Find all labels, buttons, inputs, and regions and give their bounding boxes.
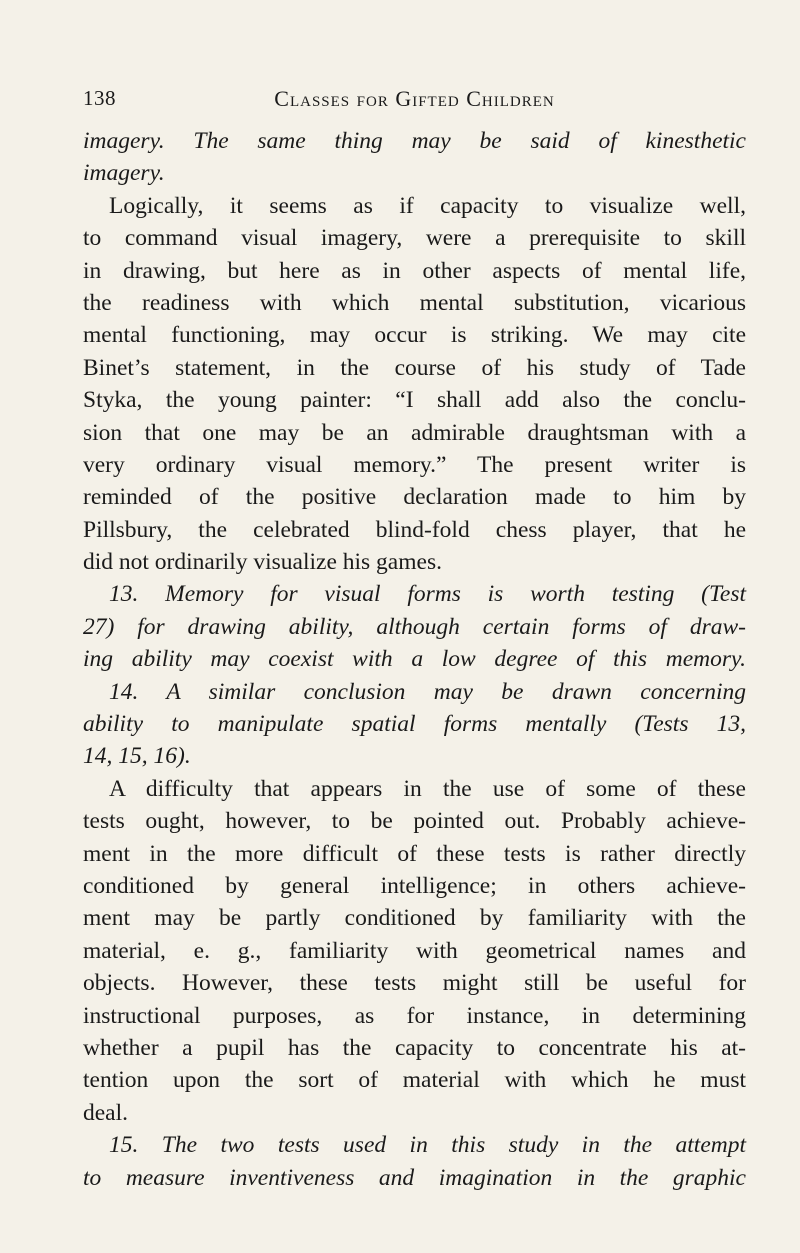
text-line: 13. Memory for visual forms is worth testing (Test bbox=[109, 581, 746, 608]
text-line: imagery. bbox=[83, 160, 165, 187]
text-line: material, e. g., familiarity with geometrical names and bbox=[83, 937, 746, 964]
text-line: tention upon the sort of material with which he must bbox=[83, 1067, 746, 1094]
text-line: instructional purposes, as for instance, in determining bbox=[83, 1002, 746, 1029]
text-line: very ordinary visual memory.” The present writer is bbox=[83, 451, 746, 478]
text-line: reminded of the positive declaration made to him by bbox=[83, 484, 746, 511]
text-line: Pillsbury, the celebrated blind-fold chess player, that he bbox=[83, 516, 746, 543]
page-number: 138 bbox=[83, 86, 116, 110]
text-line: ability to manipulate spatial forms mentally (Tests 13, bbox=[83, 711, 746, 738]
text-line: conditioned by general intelligence; in others achieve- bbox=[83, 872, 746, 899]
text-line: ing ability may coexist with a low degree of this memory. bbox=[83, 646, 746, 673]
text-line: tests ought, however, to be pointed out. Probably achieve- bbox=[83, 808, 746, 835]
text-line: Binet’s statement, in the course of his study of Tade bbox=[83, 354, 746, 381]
text-line: ment in the more difficult of these tests is rather directly bbox=[83, 840, 746, 867]
text-line: to measure inventiveness and imagination in the graphic bbox=[83, 1164, 746, 1191]
text-line: Styka, the young painter: “I shall add also the conclu- bbox=[83, 387, 746, 414]
text-line: 15. The two tests used in this study in the attempt bbox=[109, 1132, 746, 1159]
text-line: imagery. The same thing may be said of kinesthetic bbox=[83, 128, 746, 154]
text-line: in drawing, but here as in other aspects of mental life, bbox=[83, 257, 746, 284]
text-line: 27) for drawing ability, although certain forms of draw- bbox=[83, 613, 746, 640]
text-line: Logically, it seems as if capacity to visualize well, bbox=[109, 192, 746, 219]
text-line: objects. However, these tests might still be useful for bbox=[83, 970, 746, 997]
text-line: 14, 15, 16). bbox=[83, 743, 191, 770]
body-text bbox=[83, 125, 746, 1194]
text-line: mental functioning, may occur is striking. We may cite bbox=[83, 322, 746, 349]
text-line: to command visual imagery, were a prerequisite to skill bbox=[83, 225, 746, 252]
text-line: 14. A similar conclusion may be drawn concerning bbox=[109, 678, 746, 705]
text-line: the readiness with which mental substitution, vicarious bbox=[83, 289, 746, 316]
text-line: sion that one may be an admirable draughtsman with a bbox=[83, 419, 746, 446]
chapter-title: Classes for Gifted Children bbox=[274, 86, 555, 111]
text-line: ment may be partly conditioned by familiarity with the bbox=[83, 905, 746, 932]
text-line: whether a pupil has the capacity to concentrate his at- bbox=[83, 1034, 746, 1061]
text-line: deal. bbox=[83, 1099, 129, 1126]
text-line: A difficulty that appears in the use of some of these bbox=[109, 775, 746, 802]
running-head bbox=[83, 86, 746, 116]
text-line: did not ordinarily visualize his games. bbox=[83, 549, 442, 576]
